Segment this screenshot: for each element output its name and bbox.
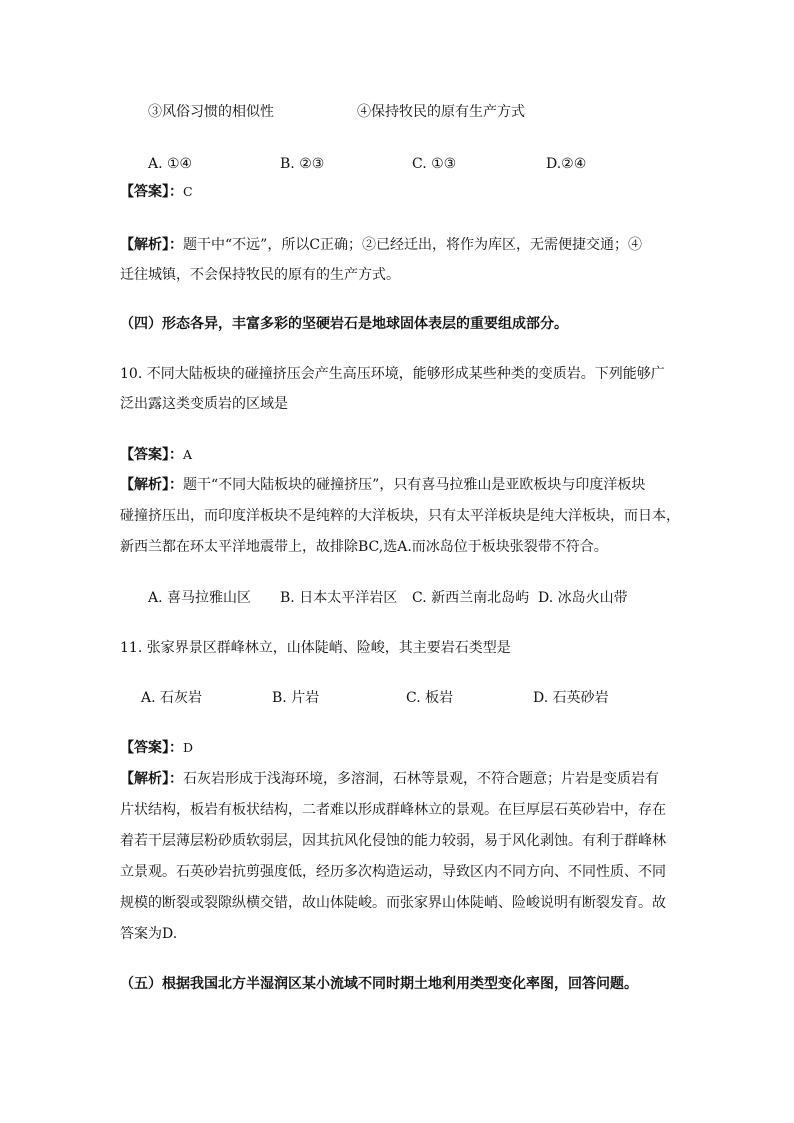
answer-label: 【答案】： <box>120 184 183 200</box>
q9-analysis-line-2: 迁往城镇，不会保持牧民的原有的生产方式。 <box>120 267 400 283</box>
q9-choice-d: D.②④ <box>546 156 587 172</box>
q9-choice-b: B. ②③ <box>280 156 325 172</box>
analysis-text: 题干中“不远”，所以C正确；②已经迁出，将作为库区，无需便捷交通；④ <box>183 237 643 253</box>
q9-analysis-line-1 <box>120 236 642 254</box>
q10-analysis-line-1 <box>120 476 645 494</box>
q10-stem-line-2: 泛出露这类变质岩的区域是 <box>120 396 288 412</box>
section-4-heading: （四）形态各异，丰富多彩的坚硬岩石是地球固体表层的重要组成部分。 <box>120 316 568 332</box>
q11-analysis-line-3: 着若干层薄层粉砂质软弱层，因其抗风化侵蚀的能力较弱，易于风化剥蚀。有利于群峰林 <box>120 833 666 849</box>
q9-option-3: ③风俗习惯的相似性 <box>148 104 274 120</box>
q11-choice-a: A. 石灰岩 <box>141 690 203 706</box>
analysis-text: 石灰岩形成于浅海环境，多溶洞，石林等景观，不符合题意；片岩是变质岩有 <box>183 771 659 787</box>
q9-choice-c: C. ①③ <box>412 156 457 172</box>
analysis-text: 题干“不同大陆板块的碰撞挤压”，只有喜马拉雅山是亚欧板块与印度洋板块 <box>183 477 646 493</box>
q10-choice-b: B. 日本太平洋岩区 <box>280 590 398 606</box>
q10-analysis-line-2: 碰撞挤压出，而印度洋板块不是纯粹的大洋板块，只有太平洋板块是纯大洋板块，而日本， <box>120 508 680 524</box>
q9-choice-a: A. ①④ <box>148 156 193 172</box>
section-5-heading: （五）根据我国北方半湿润区某小流域不同时期土地利用类型变化率图，回答问题。 <box>120 976 638 992</box>
q11-choice-c: C. 板岩 <box>406 690 454 706</box>
answer-value: A <box>183 447 193 462</box>
q11-analysis-line-1 <box>120 770 659 788</box>
q11-analysis-line-6: 答案为D. <box>120 926 178 942</box>
q10-choice-c: C. 新西兰南北岛屿 <box>412 590 530 606</box>
answer-label: 【答案】： <box>120 740 183 756</box>
q10-choice-d: D. 冰岛火山带 <box>538 590 628 606</box>
q11-analysis-line-5: 规模的断裂或裂隙纵横交错，故山体陡峻。而张家界山体陡峭、险峻说明有断裂发育。故 <box>120 895 666 911</box>
q11-choice-b: B. 片岩 <box>272 690 320 706</box>
q11-analysis-line-2: 片状结构，板岩有板状结构，二者难以形成群峰林立的景观。在巨厚层石英砂岩中，存在 <box>120 802 666 818</box>
analysis-label: 【解析】： <box>120 237 183 253</box>
q11-choice-d: D. 石英砂岩 <box>533 690 609 706</box>
q10-stem-line-1: 10. 不同大陆板块的碰撞挤压会产生高压环境，能够形成某些种类的变质岩。下列能够广 <box>120 366 665 382</box>
q11-analysis-line-4: 立景观。石英砂岩抗剪强度低，经历多次构造运动，导致区内不同方向、不同性质、不同 <box>120 864 666 880</box>
answer-label: 【答案】： <box>120 447 183 463</box>
q10-answer <box>120 446 192 464</box>
analysis-label: 【解析】： <box>120 771 183 787</box>
answer-value: C <box>183 184 193 199</box>
analysis-label: 【解析】： <box>120 477 183 493</box>
q11-stem: 11. 张家界景区群峰林立，山体陡峭、险峻，其主要岩石类型是 <box>120 640 511 656</box>
answer-value: D <box>183 740 194 755</box>
q9-option-4: ④保持牧民的原有生产方式 <box>357 104 525 120</box>
q9-answer <box>120 183 193 201</box>
q11-answer <box>120 739 193 757</box>
q10-analysis-line-3: 新西兰都在环太平洋地震带上，故排除BC,选A.而冰岛位于板块张裂带不符合。 <box>120 539 608 555</box>
q10-choice-a: A. 喜马拉雅山区 <box>148 590 252 606</box>
